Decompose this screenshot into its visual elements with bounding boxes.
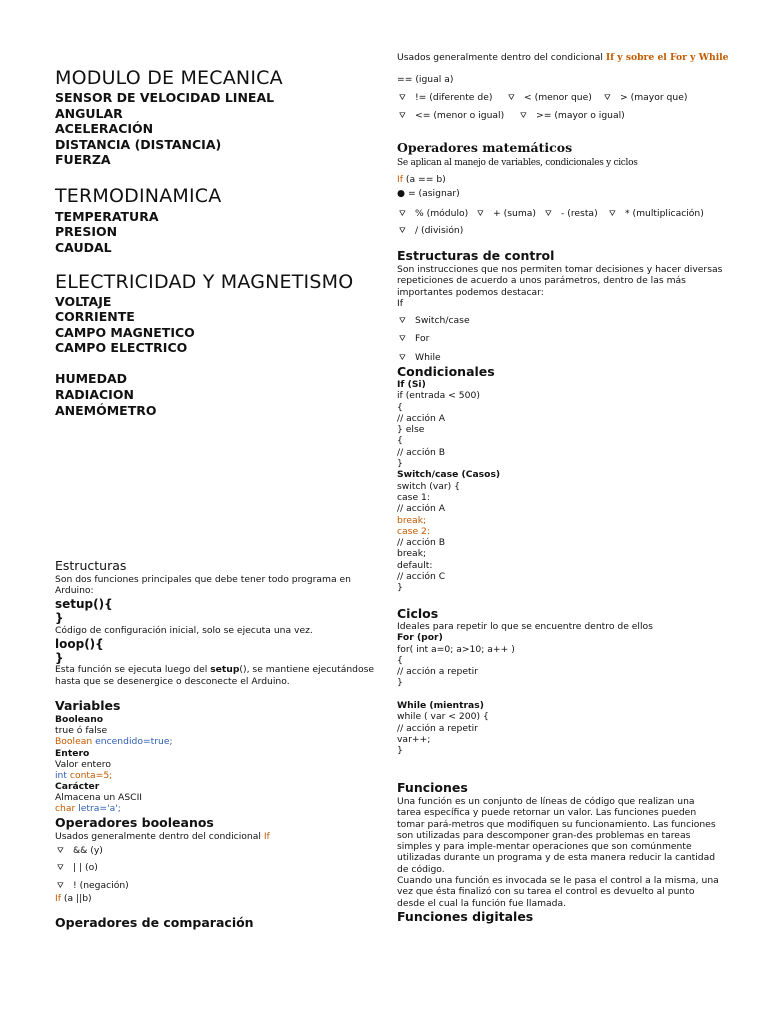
code-text: (a == b) — [402, 174, 446, 185]
op-label: - (resta) — [561, 208, 598, 219]
termo-item: PRESION — [55, 224, 118, 239]
math-title: Operadores matemáticos — [397, 140, 573, 155]
op-label: >= (mayor o igual) — [536, 110, 625, 121]
entero-label: Entero — [55, 748, 90, 759]
if-block — [397, 379, 500, 594]
bool-op-label: | | (o) — [73, 862, 98, 873]
code-text: conta=5; — [66, 770, 113, 781]
bullet-icon: ⛛ — [545, 209, 552, 218]
bool-op-or — [57, 862, 98, 873]
estructuras-desc: Son dos funciones principales que debe tener todo programa en — [55, 574, 351, 585]
caracter-desc: Almacena un ASCII — [55, 792, 143, 803]
booleano-desc: true ó false — [55, 725, 108, 736]
op-menor-igual — [399, 110, 504, 121]
ciclos-desc: Ideales para repetir lo que se encuentre dentro de ellos — [397, 621, 653, 632]
code-line: } — [397, 458, 403, 470]
entero-example — [55, 770, 112, 781]
code-line: break; — [397, 514, 427, 526]
control-desc-line: If — [397, 297, 403, 309]
booleano-label: Booleano — [55, 714, 104, 725]
code-line: break; — [397, 548, 427, 560]
control-item-label: Switch/case — [415, 315, 470, 326]
bullet-icon: ⛛ — [609, 209, 616, 218]
op-label: > (mayor que) — [620, 92, 688, 103]
loop-desc-text: Esta función se ejecuta luego del — [55, 664, 211, 675]
type-keyword: int — [55, 770, 67, 781]
brace-code: } — [55, 651, 64, 665]
op-label: * (multiplicación) — [625, 208, 704, 219]
caracter-example — [55, 803, 121, 814]
termo-title: TERMODINAMICA — [55, 185, 222, 207]
termo-item: TEMPERATURA — [55, 209, 159, 224]
type-keyword: char — [55, 803, 76, 814]
elec-item: VOLTAJE — [55, 294, 112, 309]
entero-desc: Valor entero — [55, 759, 111, 770]
type-keyword: Boolean — [55, 736, 93, 747]
dot-bullet-icon: ● — [397, 188, 408, 199]
op-label: < (menor que) — [524, 92, 592, 103]
funciones-desc — [397, 796, 719, 909]
op-label: + (suma) — [493, 208, 536, 219]
if-keyword: If — [55, 893, 61, 904]
modulo-item: DISTANCIA (DISTANCIA) — [55, 137, 222, 152]
code-line: // acción a repetir — [397, 666, 478, 678]
funciones-line: tomar pará-metros que modifiquen su funcionamiento. Las funciones — [397, 818, 716, 830]
code-text: encendido=true; — [92, 736, 173, 747]
op-resta — [545, 208, 598, 219]
code-line: var++; — [397, 733, 431, 745]
comparacion-title: Operadores de comparación — [55, 915, 254, 930]
funciones-line: simples y para imple-mentar operaciones que son comúnmente — [397, 841, 692, 853]
control-item — [399, 333, 429, 344]
top-desc-text: Usados generalmente dentro del condicional — [397, 52, 606, 63]
op-multiplicacion — [609, 208, 704, 219]
if-title: If (Si) — [397, 379, 426, 390]
code-line: switch (var) { — [397, 480, 461, 492]
op-division — [399, 225, 463, 236]
funciones-line: Cuando una función es invocada se le pasa el control a la misma, una — [397, 875, 719, 887]
if-keyword: If — [263, 831, 270, 842]
code-line: case 2: — [397, 525, 430, 537]
booleanos-title: Operadores booleanos — [55, 815, 214, 830]
loop-desc: hasta que se desenergice o desconecte el Arduino. — [55, 676, 290, 687]
code-line: } — [397, 582, 403, 594]
digitales-title: Funciones digitales — [397, 909, 534, 924]
modulo-item: ACELERACIÓN — [55, 121, 154, 136]
code-line: // acción a repetir — [397, 722, 478, 734]
other-item: ANEMÓMETRO — [55, 403, 157, 418]
bullet-icon: ⛛ — [57, 881, 64, 890]
code-line: } — [397, 677, 403, 689]
modulo-title: MODULO DE MECANICA — [55, 67, 283, 89]
funciones-line: desde el cual la función fue llamada. — [397, 897, 567, 909]
bullet-icon: ⛛ — [57, 863, 64, 872]
op-suma — [477, 208, 536, 219]
bool-op-not — [57, 880, 129, 891]
code-line: // acción C — [397, 571, 446, 583]
control-title: Estructuras de control — [397, 248, 555, 263]
op-label: = (asignar) — [407, 188, 460, 199]
funciones-line: son utilizadas para descomponer gran-des problemas en tareas — [397, 829, 691, 841]
op-modulo — [399, 208, 468, 219]
setup-desc: Código de configuración inicial, solo se ejecuta una vez. — [55, 625, 313, 636]
bullet-icon: ⛛ — [508, 93, 515, 102]
bullet-icon: ⛛ — [399, 226, 406, 235]
op-label: != (diferente de) — [415, 92, 493, 103]
op-mayor-igual — [520, 110, 625, 121]
condicionales-title: Condicionales — [397, 364, 495, 379]
bullet-icon: ⛛ — [477, 209, 484, 218]
code-line: // acción A — [397, 503, 446, 515]
code-text: (a ||b) — [60, 893, 92, 904]
funciones-line: Una función es un conjunto de líneas de código que realizan una — [397, 796, 695, 807]
bullet-icon: ⛛ — [604, 93, 611, 102]
loop-desc-setup: setup — [210, 664, 240, 675]
booleanos-desc-text: Usados generalmente dentro del condicional — [55, 831, 264, 842]
funciones-title: Funciones — [397, 780, 468, 795]
math-example — [397, 174, 446, 185]
op-label: / (división) — [415, 225, 464, 236]
while-title: While (mientras) — [397, 700, 484, 711]
control-item-label: While — [415, 352, 441, 363]
ciclos-block — [397, 621, 653, 689]
control-desc-line: importantes podemos destacar: — [397, 286, 544, 298]
booleano-example — [55, 736, 173, 747]
brace-code: } — [55, 611, 64, 625]
code-line: } — [397, 745, 403, 757]
control-item — [399, 352, 441, 363]
termo-item: CAUDAL — [55, 240, 112, 255]
op-label: <= (menor o igual) — [415, 110, 505, 121]
bullet-icon: ⛛ — [399, 209, 406, 218]
switch-title: Switch/case (Casos) — [397, 469, 501, 481]
op-igual: == (igual a) — [397, 74, 454, 85]
code-line: { — [397, 435, 403, 447]
funciones-line: utilizadas durante un programa y de esta manera reducir la cantidad — [397, 852, 716, 864]
op-mayor — [604, 92, 687, 103]
elec-title: ELECTRICIDAD Y MAGNETISMO — [55, 271, 354, 293]
code-text: letra='a'; — [75, 803, 121, 814]
code-line: while ( var < 200) { — [397, 711, 489, 723]
code-line: default: — [397, 559, 433, 571]
estructuras-desc: Arduino: — [55, 585, 94, 596]
bullet-icon: ⛛ — [57, 846, 64, 855]
code-line: case 1: — [397, 491, 430, 503]
setup-code: setup(){ — [55, 597, 113, 611]
loop-code: loop(){ — [55, 637, 104, 651]
top-desc — [397, 52, 729, 63]
if-keyword: If — [397, 174, 403, 185]
for-title: For (por) — [397, 632, 443, 644]
control-desc-line: repeticiones de acuerdo a unos parámetros, dentro de las más — [397, 275, 686, 287]
code-line: for( int a=0; a>10; a++ ) — [397, 643, 515, 655]
control-desc — [397, 264, 722, 309]
modulo-item: ANGULAR — [55, 106, 123, 121]
op-diferente — [399, 92, 492, 103]
modulo-item: SENSOR DE VELOCIDAD LINEAL — [55, 90, 275, 105]
code-line: // acción A — [397, 412, 446, 424]
control-item-label: For — [415, 333, 430, 344]
bullet-icon: ⛛ — [399, 111, 406, 120]
op-label: % (módulo) — [415, 208, 469, 219]
control-item — [399, 315, 470, 326]
booleanos-desc — [55, 831, 270, 842]
code-line: // acción B — [397, 446, 446, 458]
math-desc: Se aplican al manejo de variables, condicionales y ciclos — [397, 158, 638, 168]
bool-op-and — [57, 845, 103, 856]
elec-item: CAMPO ELECTRICO — [55, 340, 188, 355]
elec-item: CORRIENTE — [55, 309, 135, 324]
code-line: if (entrada < 500) — [397, 390, 480, 402]
while-block — [397, 700, 489, 756]
bool-op-label: && (y) — [73, 845, 103, 856]
bullet-icon: ⛛ — [399, 334, 406, 343]
modulo-item: FUERZA — [55, 152, 111, 167]
if-keyword: If y sobre el For y While — [605, 52, 729, 63]
bullet-icon: ⛛ — [520, 111, 527, 120]
funciones-line: vez que ésta finalizó con su tarea el control es devuelto al punto — [397, 886, 695, 898]
variables-title: Variables — [55, 698, 121, 713]
code-line: } else — [397, 424, 425, 436]
bullet-icon: ⛛ — [399, 353, 406, 362]
estructuras-title: Estructuras — [55, 558, 127, 573]
funciones-line: tarea específica y puede retornar un valor. Las funciones pueden — [397, 807, 697, 819]
other-item: HUMEDAD — [55, 371, 128, 386]
code-line: { — [397, 401, 403, 413]
control-desc-line: Son instrucciones que nos permiten tomar decisiones y hacer diversas — [397, 264, 723, 275]
loop-desc-text: (), se mantiene ejecutándose — [239, 664, 375, 675]
code-line: { — [397, 654, 403, 666]
bullet-icon: ⛛ — [399, 93, 406, 102]
op-asignar — [397, 188, 460, 199]
ciclos-title: Ciclos — [397, 606, 439, 621]
bullet-icon: ⛛ — [399, 316, 406, 325]
loop-desc — [55, 664, 374, 675]
booleanos-example — [55, 893, 92, 904]
other-item: RADIACION — [55, 387, 134, 402]
op-menor — [508, 92, 592, 103]
code-line: // acción B — [397, 537, 446, 549]
bool-op-label: ! (negación) — [73, 880, 129, 891]
elec-item: CAMPO MAGNETICO — [55, 325, 195, 340]
caracter-label: Carácter — [55, 781, 100, 792]
funciones-line: de código. — [397, 863, 445, 875]
